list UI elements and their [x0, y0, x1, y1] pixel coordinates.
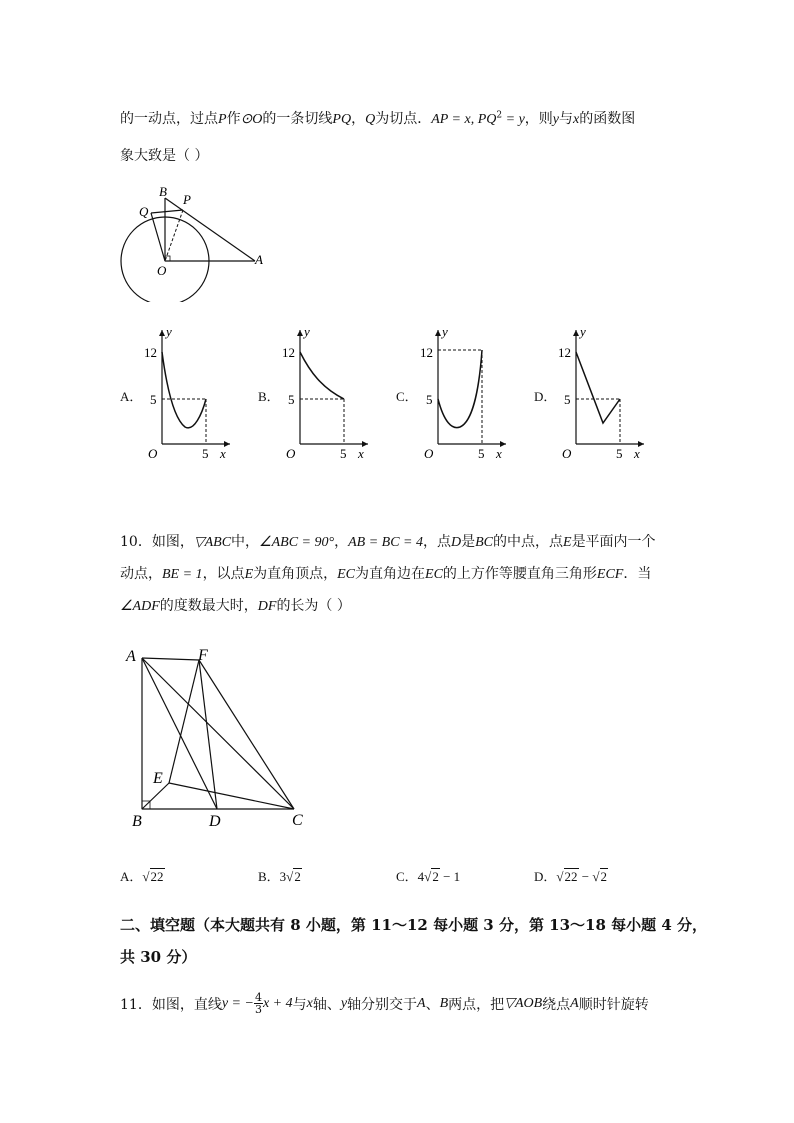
q9-line-1 [120, 108, 635, 128]
option-a-graph [140, 322, 236, 462]
var-e: E [244, 567, 254, 582]
formula: = y [502, 112, 525, 127]
triangle-abc: ▽ABC [193, 535, 232, 550]
text: 两点，把 [448, 996, 505, 1013]
tick-12: 12 [558, 345, 571, 360]
var-x: x [306, 995, 313, 1011]
text: 11．如图，直线 [120, 996, 222, 1013]
option-c-letter: C． [396, 389, 418, 404]
text: 10．如图， [120, 534, 194, 550]
label-x: x [496, 446, 502, 461]
option-b-graph [278, 322, 374, 462]
var-b: B [439, 995, 449, 1011]
text: ， [351, 111, 366, 127]
label-p: P [183, 192, 191, 207]
var-y: y [340, 995, 348, 1011]
var-bc: BC [475, 535, 493, 550]
text: 作 [226, 111, 241, 127]
section-2-heading-cont: 共 30 分） [120, 948, 197, 966]
text: 的一条切线 [262, 111, 333, 127]
text: 中， [231, 534, 260, 550]
text: 动点， [120, 566, 162, 582]
label-x: x [634, 446, 640, 461]
tick-x5: 5 [616, 446, 623, 461]
var-ec: EC [425, 567, 443, 582]
label-o: O [148, 446, 158, 461]
text: 与 [292, 996, 307, 1013]
numerator: 4 [254, 991, 262, 1004]
label-y: y [304, 324, 310, 339]
option-d-graph [554, 322, 650, 462]
formula: AP = x, PQ [431, 112, 497, 127]
text: 、 [425, 996, 440, 1013]
letter: C． [396, 869, 418, 884]
text: 为直角顶点， [253, 566, 338, 582]
q9-line-2: 象大致是（ ） [120, 148, 209, 164]
text: 的函数图 [579, 111, 636, 127]
var-e: E [563, 535, 572, 550]
label-y: y [580, 324, 586, 339]
y-arrow [297, 330, 303, 336]
y-arrow [573, 330, 579, 336]
denominator: 3 [254, 1003, 262, 1016]
formula: x + 4 [262, 995, 293, 1011]
text: ， [334, 534, 349, 550]
segment-ba [165, 198, 255, 261]
y-arrow [159, 330, 165, 336]
fraction [254, 992, 263, 1015]
label-b: B [159, 184, 167, 199]
label-q: Q [139, 204, 149, 219]
var-ecf: ECF [596, 567, 624, 582]
label-o: O [424, 446, 434, 461]
text: 的中点，点 [493, 534, 563, 550]
label-e: E [153, 770, 163, 787]
label-x: x [358, 446, 364, 461]
tick-x5: 5 [202, 446, 209, 461]
polyline [576, 352, 620, 423]
letter: D． [534, 869, 557, 884]
text: ．当 [623, 566, 652, 582]
text: 为切点． [375, 111, 432, 127]
tick-12: 12 [144, 345, 157, 360]
text: 的度数最大时， [159, 598, 258, 614]
angle-adf: ∠ADF [120, 599, 160, 614]
formula: y = − [221, 995, 254, 1011]
label-x: x [220, 446, 226, 461]
circle-o: ⊙O [240, 112, 263, 127]
text: 的上方作等腰直角三角形 [442, 566, 597, 582]
q10-option-a: A．√22 [120, 869, 164, 884]
option-a-letter: A． [120, 389, 143, 404]
text: 为直角边在 [355, 566, 426, 582]
label-a: A [126, 648, 136, 665]
text: 的一动点，过点 [120, 111, 218, 127]
label-d: D [209, 813, 221, 830]
tick-12: 12 [282, 345, 295, 360]
label-f: F [198, 647, 208, 664]
tangent-pq [151, 210, 183, 213]
coef: 4 [417, 869, 425, 884]
text: 是平面内一个 [571, 534, 656, 550]
tick-5: 5 [288, 392, 295, 407]
tick-x5: 5 [340, 446, 347, 461]
text: 顺时针旋转 [578, 996, 649, 1013]
var-a: A [417, 995, 426, 1011]
label-o: O [157, 263, 167, 278]
curve [162, 352, 206, 428]
label-c: C [292, 812, 303, 829]
text: ，以点 [202, 566, 245, 582]
tick-5: 5 [564, 392, 571, 407]
segment-ec [169, 783, 294, 809]
var-q: Q [365, 112, 376, 127]
letter: B． [258, 869, 280, 884]
option-b-letter: B． [258, 389, 280, 404]
var-x: x [573, 112, 580, 127]
var-pq: PQ [332, 112, 352, 127]
q10-line-1 [120, 531, 656, 551]
var-a: A [570, 995, 579, 1011]
radicand: 22 [564, 869, 578, 884]
q10-option-b: B．3√2 [258, 869, 301, 884]
tick-5: 5 [426, 392, 433, 407]
q10-option-d: D．√22 − √2 [534, 869, 608, 884]
tick-5: 5 [150, 392, 157, 407]
q10-line-3 [120, 595, 351, 615]
tick-12: 12 [420, 345, 433, 360]
text: 绕点 [542, 996, 571, 1013]
angle-abc: ∠ABC = 90° [259, 535, 335, 550]
label-y: y [442, 324, 448, 339]
text: ，点 [422, 534, 451, 550]
y-arrow [435, 330, 441, 336]
q10-triangle-figure [118, 640, 318, 835]
minus: − [578, 869, 593, 884]
q10-line-2 [120, 563, 651, 583]
label-o: O [562, 446, 572, 461]
tick-x5: 5 [478, 446, 485, 461]
var-y: y [552, 112, 560, 127]
option-c-graph [416, 322, 512, 462]
var-d: D [450, 535, 462, 550]
radicand: 22 [150, 869, 164, 884]
radicand: 2 [294, 869, 301, 884]
section-2-heading: 二、填空题（本大题共有 8 小题，第 11～12 每小题 3 分，第 13～18 每小题 4 分， [120, 916, 708, 934]
text: 是 [461, 534, 476, 550]
text: 与 [559, 111, 574, 127]
var-ec: EC [337, 567, 356, 582]
q10-option-c: C．4√2 − 1 [396, 869, 461, 884]
curve [300, 352, 344, 399]
coef: 3 [279, 869, 287, 884]
letter: A． [120, 869, 143, 884]
var-df: DF [257, 599, 277, 614]
label-b: B [132, 813, 142, 830]
sup: 2 [496, 110, 503, 121]
formula: AB = BC = 4 [348, 535, 423, 550]
label-o: O [286, 446, 296, 461]
tail: − 1 [439, 869, 461, 884]
triangle-aob: ▽AOB [504, 996, 543, 1011]
label-y: y [166, 324, 172, 339]
segment-fd [199, 660, 217, 809]
formula: BE = 1 [162, 567, 203, 582]
segment-fc [199, 660, 294, 809]
curve [438, 350, 482, 428]
segment-af [142, 658, 199, 660]
segment-qo [151, 213, 165, 261]
var-p: P [218, 112, 227, 127]
q11-line-1 [120, 992, 649, 1015]
text: ，则 [524, 111, 553, 127]
radicand: 2 [432, 869, 439, 884]
text: 的长为（ ） [276, 598, 351, 614]
label-a: A [255, 252, 263, 267]
option-d-letter: D． [534, 389, 557, 404]
radicand: 2 [600, 869, 608, 884]
text: 轴分别交于 [347, 996, 418, 1013]
q9-circle-figure [115, 182, 275, 302]
text: 轴、 [312, 996, 341, 1013]
